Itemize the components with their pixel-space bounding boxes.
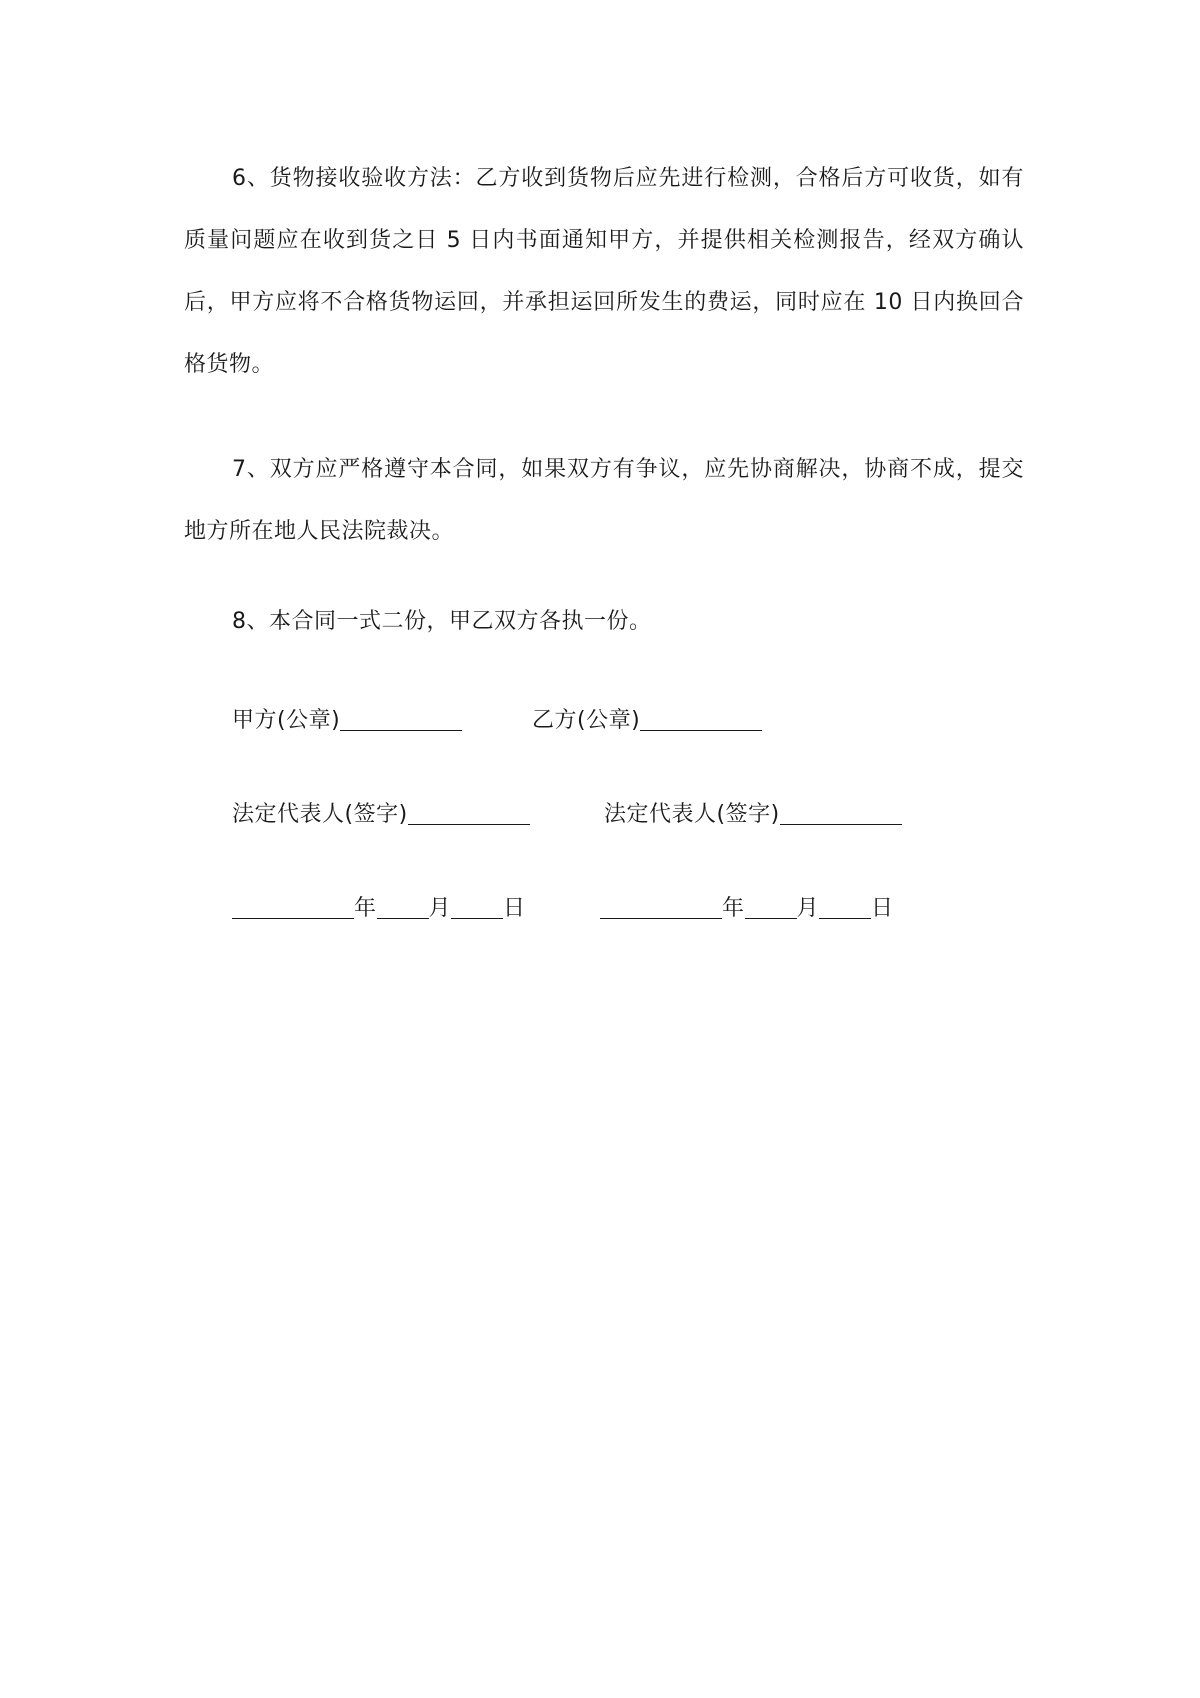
legal-rep-a-blank	[408, 802, 530, 825]
clause-8: 8、本合同一式二份，甲乙双方各执一份。	[232, 609, 652, 634]
clause-6: 6、货物接收验收方法：乙方收到货物后应先进行检测，合格后方可收货，如有质量问题应在收到货之日 5 日内书面通知甲方，并提供相关检测报告，经双方确认后，甲方应将不合格货物运回，并承担运回所发生的费运，同时应在 10 日内换回合格货物。	[184, 166, 1024, 377]
party-a-seal-line	[232, 706, 462, 736]
party-a-seal-label: 甲方(公章)	[232, 708, 341, 733]
date-a-year-label: 年	[354, 896, 377, 921]
legal-rep-a-label: 法定代表人(签字)	[232, 802, 408, 827]
party-b-seal-blank	[640, 708, 762, 731]
date-a-month-label: 月	[428, 896, 452, 921]
date-b-month-label: 月	[796, 896, 820, 921]
date-b-year-label: 年	[722, 896, 745, 921]
legal-rep-b-label: 法定代表人(签字)	[604, 802, 780, 827]
date-b-day-blank	[819, 896, 871, 919]
date-line-b	[600, 894, 894, 924]
date-a-month-blank	[377, 896, 429, 919]
party-b-seal-label: 乙方(公章)	[532, 708, 641, 733]
date-a-day-blank	[451, 896, 503, 919]
date-b-year-blank	[600, 896, 722, 919]
legal-rep-b-line	[604, 800, 902, 830]
party-a-seal-blank	[340, 708, 462, 731]
date-line-a	[232, 894, 526, 924]
legal-rep-b-blank	[780, 802, 902, 825]
date-b-day-label: 日	[871, 896, 894, 921]
clause-7: 7、双方应严格遵守本合同，如果双方有争议，应先协商解决，协商不成，提交地方所在地人民法院裁决。	[184, 457, 1024, 544]
legal-rep-a-line	[232, 800, 530, 830]
party-b-seal-line	[532, 706, 762, 736]
date-a-day-label: 日	[503, 896, 526, 921]
date-a-year-blank	[232, 896, 354, 919]
date-b-month-blank	[745, 896, 797, 919]
